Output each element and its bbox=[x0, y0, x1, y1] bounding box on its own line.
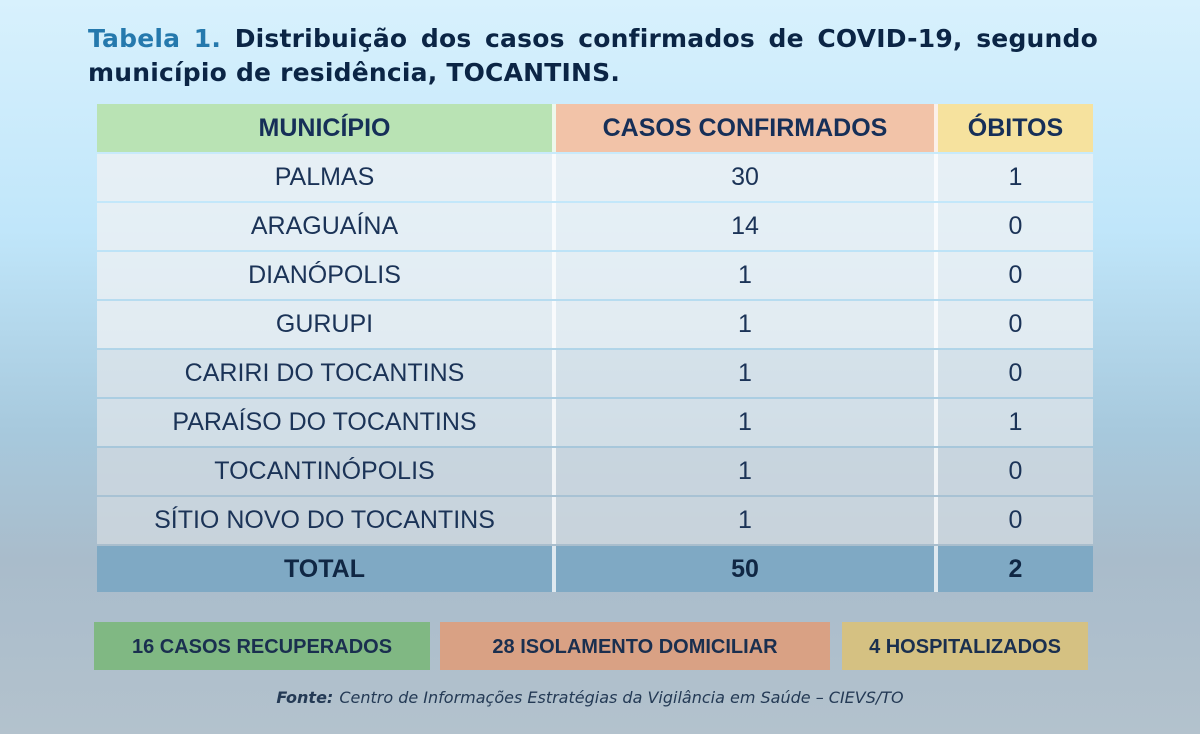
header-municipio: MUNICÍPIO bbox=[97, 104, 556, 152]
cell-municipio: GURUPI bbox=[97, 301, 556, 348]
table-row bbox=[97, 399, 1093, 446]
cell-casos: 1 bbox=[556, 399, 938, 446]
cell-obitos: 0 bbox=[938, 497, 1093, 544]
header-casos-confirmados: CASOS CONFIRMADOS bbox=[556, 104, 938, 152]
table-title-prefix: Tabela 1. bbox=[88, 24, 222, 53]
cell-obitos: 0 bbox=[938, 203, 1093, 250]
cell-obitos: 0 bbox=[938, 350, 1093, 397]
cell-obitos: 1 bbox=[938, 399, 1093, 446]
source-note bbox=[0, 688, 1180, 707]
table-row bbox=[97, 497, 1093, 544]
table-header-row bbox=[97, 104, 1093, 152]
cell-municipio: ARAGUAÍNA bbox=[97, 203, 556, 250]
header-obitos: ÓBITOS bbox=[938, 104, 1093, 152]
cell-casos: 14 bbox=[556, 203, 938, 250]
table-row bbox=[97, 448, 1093, 495]
cell-casos: 1 bbox=[556, 497, 938, 544]
table-row bbox=[97, 154, 1093, 201]
total-casos: 50 bbox=[556, 546, 938, 592]
cell-obitos: 0 bbox=[938, 448, 1093, 495]
summary-badges bbox=[94, 622, 1088, 670]
cell-casos: 1 bbox=[556, 301, 938, 348]
cell-obitos: 1 bbox=[938, 154, 1093, 201]
cell-municipio: PARAÍSO DO TOCANTINS bbox=[97, 399, 556, 446]
total-obitos: 2 bbox=[938, 546, 1093, 592]
table-title bbox=[88, 22, 1098, 90]
total-label: TOTAL bbox=[97, 546, 556, 592]
cell-obitos: 0 bbox=[938, 301, 1093, 348]
cell-casos: 1 bbox=[556, 350, 938, 397]
hospitalized-badge: 4 HOSPITALIZADOS bbox=[842, 622, 1088, 670]
recovered-badge: 16 CASOS RECUPERADOS bbox=[94, 622, 430, 670]
cell-casos: 1 bbox=[556, 252, 938, 299]
source-label: Fonte: bbox=[276, 688, 334, 707]
table-row bbox=[97, 252, 1093, 299]
total-row bbox=[97, 546, 1093, 592]
table-row bbox=[97, 203, 1093, 250]
cell-casos: 1 bbox=[556, 448, 938, 495]
cell-municipio: PALMAS bbox=[97, 154, 556, 201]
cell-municipio: TOCANTINÓPOLIS bbox=[97, 448, 556, 495]
cell-municipio: DIANÓPOLIS bbox=[97, 252, 556, 299]
covid-cases-table bbox=[97, 102, 1093, 594]
table-row bbox=[97, 350, 1093, 397]
home-isolation-badge: 28 ISOLAMENTO DOMICILIAR bbox=[440, 622, 830, 670]
source-text: Centro de Informações Estratégias da Vigilância em Saúde – CIEVS/TO bbox=[339, 688, 904, 707]
cell-municipio: SÍTIO NOVO DO TOCANTINS bbox=[97, 497, 556, 544]
table-title-text: Distribuição dos casos confirmados de COVID-19, segundo município de residência, TOCANTINS. bbox=[88, 24, 1099, 87]
table-row bbox=[97, 301, 1093, 348]
cell-casos: 30 bbox=[556, 154, 938, 201]
cell-obitos: 0 bbox=[938, 252, 1093, 299]
cell-municipio: CARIRI DO TOCANTINS bbox=[97, 350, 556, 397]
